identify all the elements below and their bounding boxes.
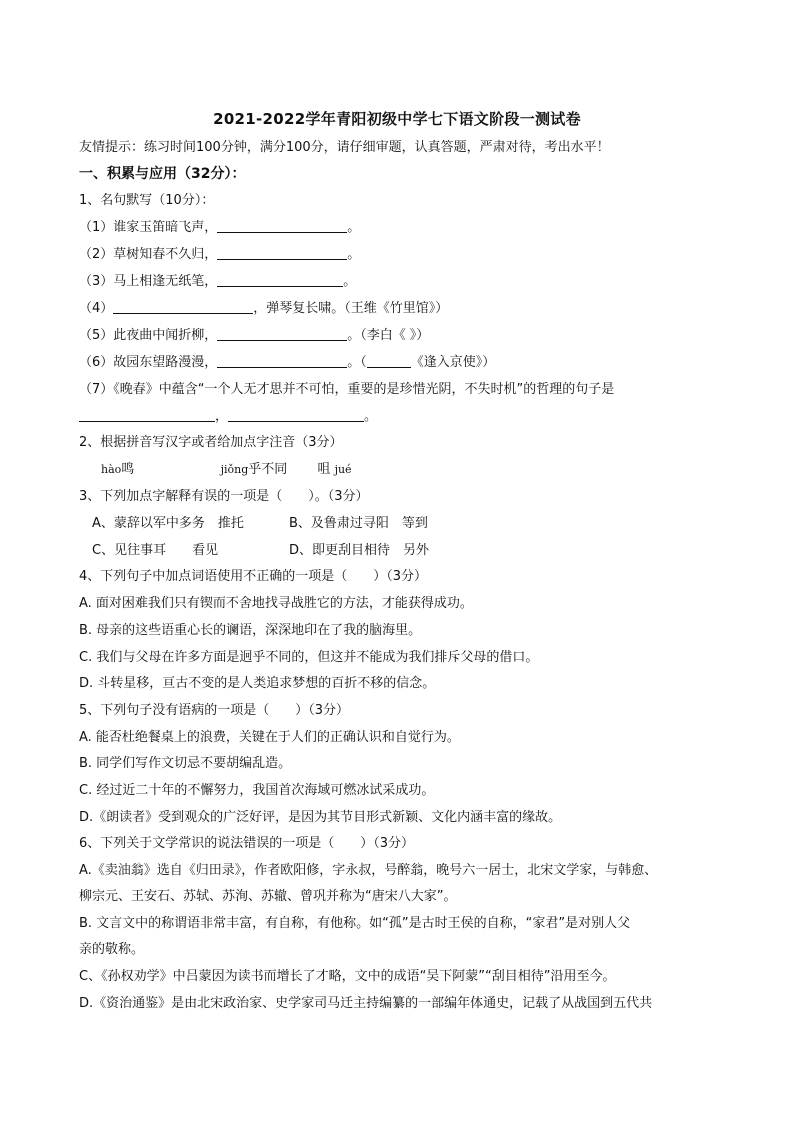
- answer-blank[interactable]: [217, 354, 347, 368]
- q1-item-text: 。: [347, 220, 361, 235]
- q6-option-b-cont: 亲的敬称。: [79, 942, 145, 957]
- section-heading: 一、积累与应用（32分）：: [79, 166, 246, 182]
- pinyin: hào: [101, 463, 122, 476]
- q1-item-3: [79, 273, 356, 291]
- answer-blank[interactable]: [79, 408, 215, 422]
- q1-item-text: 。（: [347, 355, 367, 370]
- pinyin: jué: [334, 463, 352, 476]
- answer-blank[interactable]: [217, 273, 343, 287]
- q4-heading: 4、下列句子中加点词语使用不正确的一项是（ ）（3分）: [79, 569, 428, 584]
- q3-option-b[interactable]: B、及鲁肃过寻阳 等到: [289, 516, 428, 531]
- q6-option-b[interactable]: B. 文言文中的称谓语非常丰富，有自称，有他称。如“孤”是古时王侯的自称，“家君”是对别人父: [79, 916, 631, 931]
- q6-option-d[interactable]: D.《资治通鉴》是由北宋政治家、史学家司马迁主持编纂的一部编年体通史，记载了从战国到五代共: [79, 996, 653, 1011]
- q1-item-7-blanks: [79, 408, 377, 426]
- q6-option-a[interactable]: A.《卖油翁》选自《归田录》，作者欧阳修，字永叔，号醉翁，晚号六一居士，北宋文学家，与韩愈、: [79, 863, 658, 878]
- q3-option-c[interactable]: C、见往事耳 看见: [92, 543, 219, 558]
- q1-item-1: [79, 219, 360, 237]
- q6-heading: 6、下列关于文学常识的说法错误的一项是（ ）（3分）: [79, 836, 415, 851]
- pinyin: jiǒng: [220, 463, 249, 476]
- q4-option-a[interactable]: A. 面对困难我们只有锲而不舍地找寻战胜它的方法，才能获得成功。: [79, 596, 473, 611]
- q3-option-a[interactable]: A、蒙辞以军中多务 推托: [92, 516, 244, 531]
- q5-heading: 5、下列句子没有语病的一项是（ ）（3分）: [79, 703, 350, 718]
- word: 乎不同: [248, 462, 288, 477]
- q5-option-a[interactable]: A. 能否杜绝餐桌上的浪费，关键在于人们的正确认识和自觉行为。: [79, 730, 460, 745]
- exam-title: 2021-2022学年青阳初级中学七下语文阶段一测试卷: [213, 110, 581, 128]
- q5-option-b[interactable]: B. 同学们写作文切忌不要胡编乱造。: [79, 756, 292, 771]
- q1-item-6: [79, 354, 495, 372]
- q4-option-c[interactable]: C. 我们与父母在许多方面是迥乎不同的，但这并不能成为我们排斥父母的借口。: [79, 650, 539, 665]
- q5-option-d[interactable]: D.《朗读者》受到观众的广泛好评，是因为其节目形式新颖、文化内涵丰富的缘故。: [79, 810, 562, 825]
- q1-item-text: ，: [215, 409, 229, 424]
- q4-option-b[interactable]: B. 母亲的这些语重心长的谰语，深深地印在了我的脑海里。: [79, 623, 422, 638]
- q1-item-text: （4）: [79, 301, 114, 316]
- q1-item-text: 》）: [409, 328, 430, 343]
- q1-item-text: （2）草树知春不久归，: [79, 247, 218, 262]
- q1-item-text: 。: [347, 247, 361, 262]
- q1-item-text: 。: [343, 274, 357, 289]
- q2-words: [101, 461, 352, 479]
- q1-item-2: [79, 246, 360, 264]
- q1-item-text: （5）此夜曲中闻折柳，: [79, 328, 218, 343]
- q1-item-text: ，弹琴复长啸。（王维《竹里馆》）: [253, 301, 449, 316]
- q1-item-text: （1）谁家玉笛暗飞声，: [79, 220, 218, 235]
- q1-item-text: （7）《晚春》中蕴含“一个人无才思并不可怕，重要的是珍惜光阴，不失时机”的哲理的句子是: [79, 382, 615, 397]
- q1-heading: 1、名句默写（10分）：: [79, 193, 215, 208]
- q1-item-text: （3）马上相逢无纸笔，: [79, 274, 218, 289]
- q1-item-text: 。: [364, 409, 378, 424]
- answer-blank[interactable]: [367, 354, 411, 368]
- q2-heading: 2、根据拼音写汉字或者给加点字注音（3分）: [79, 435, 343, 450]
- q5-option-c[interactable]: C. 经过近二十年的不懈努力，我国首次海域可燃冰试采成功。: [79, 783, 435, 798]
- q1-item-text: 。（李白《: [347, 328, 406, 343]
- q1-item-7: [79, 381, 614, 399]
- q1-item-4: [79, 300, 448, 318]
- q4-option-d[interactable]: D. 斗转星移，亘古不变的是人类追求梦想的百折不移的信念。: [79, 676, 436, 691]
- q3-heading: 3、下列加点字解释有误的一项是（ ）。（3分）: [79, 489, 369, 504]
- word: 鸣: [121, 462, 135, 477]
- answer-blank[interactable]: [217, 327, 347, 341]
- friendly-tip: 友情提示：练习时间100分钟，满分100分，请仔细审题，认真答题，严肃对待，考出水平！: [79, 140, 610, 155]
- answer-blank[interactable]: [228, 408, 364, 422]
- q1-item-text: 《逢入京使》）: [410, 355, 496, 370]
- q1-item-text: （6）故园东望路漫漫，: [79, 355, 218, 370]
- answer-blank[interactable]: [113, 300, 253, 314]
- word: 咀: [317, 462, 331, 477]
- q1-item-5: [79, 327, 429, 345]
- q3-option-d[interactable]: D、即更刮目相待 另外: [289, 543, 430, 558]
- q6-option-c[interactable]: C、《孙权劝学》中吕蒙因为读书而增长了才略，文中的成语“吴下阿蒙”“刮目相待”沿用至今。: [79, 969, 616, 984]
- answer-blank[interactable]: [217, 219, 347, 233]
- answer-blank[interactable]: [217, 246, 347, 260]
- q6-option-a-cont: 柳宗元、王安石、苏轼、苏洵、苏辙、曾巩并称为“唐宋八大家”。: [79, 889, 457, 904]
